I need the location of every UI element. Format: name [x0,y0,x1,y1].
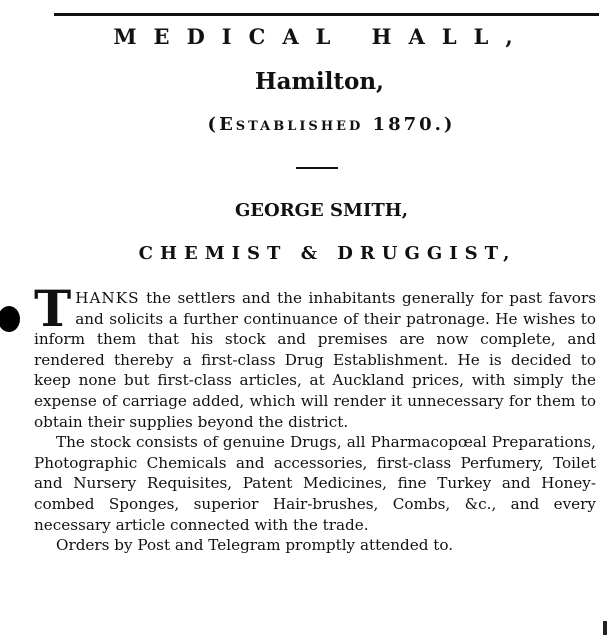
paragraph-intro [34,279,596,432]
town-name: Hamilton, [254,68,385,95]
proprietor-name: GEORGE SMITH, [234,200,409,221]
drop-cap: T [34,279,72,338]
paragraph-intro-text: the settlers and the inhabitants generally for past favors and solicits a further continuance of their patronage. He wishes to inform them that his stock and premises are now complete, and rendered thereby a first-class Drug Establishment. He is decided to keep none but first-class articles, at Auckland prices, with simply the expense of carriage added, which will render it unnecessary for them to obtain their supplies beyond the district. [34,289,596,431]
proprietor-trade: CHEMIST & DRUGGIST, [138,243,517,264]
masthead-title: MEDICAL HALL, [113,24,530,49]
bullet-mark [0,306,20,332]
advertisement-body [34,279,596,556]
established-line: (Established 1870.) [207,114,456,135]
edge-mark [603,621,607,635]
top-rule [54,13,599,16]
paragraph-orders: Orders by Post and Telegram promptly attended to. [56,536,454,555]
divider-rule [296,167,338,169]
paragraph-stock: The stock consists of genuine Drugs, all Pharmacopœal Preparations, Photographic Chemicals and accessories, first-class Perfumery, Toilet and Nursery Requisites, Patent Medicines, fine Turkey and Honey-combed Sponges, superior Hair-brushes, Combs, &c., and every necessary article connected with the trade. [34,433,596,534]
first-word: HANKS [75,289,140,307]
